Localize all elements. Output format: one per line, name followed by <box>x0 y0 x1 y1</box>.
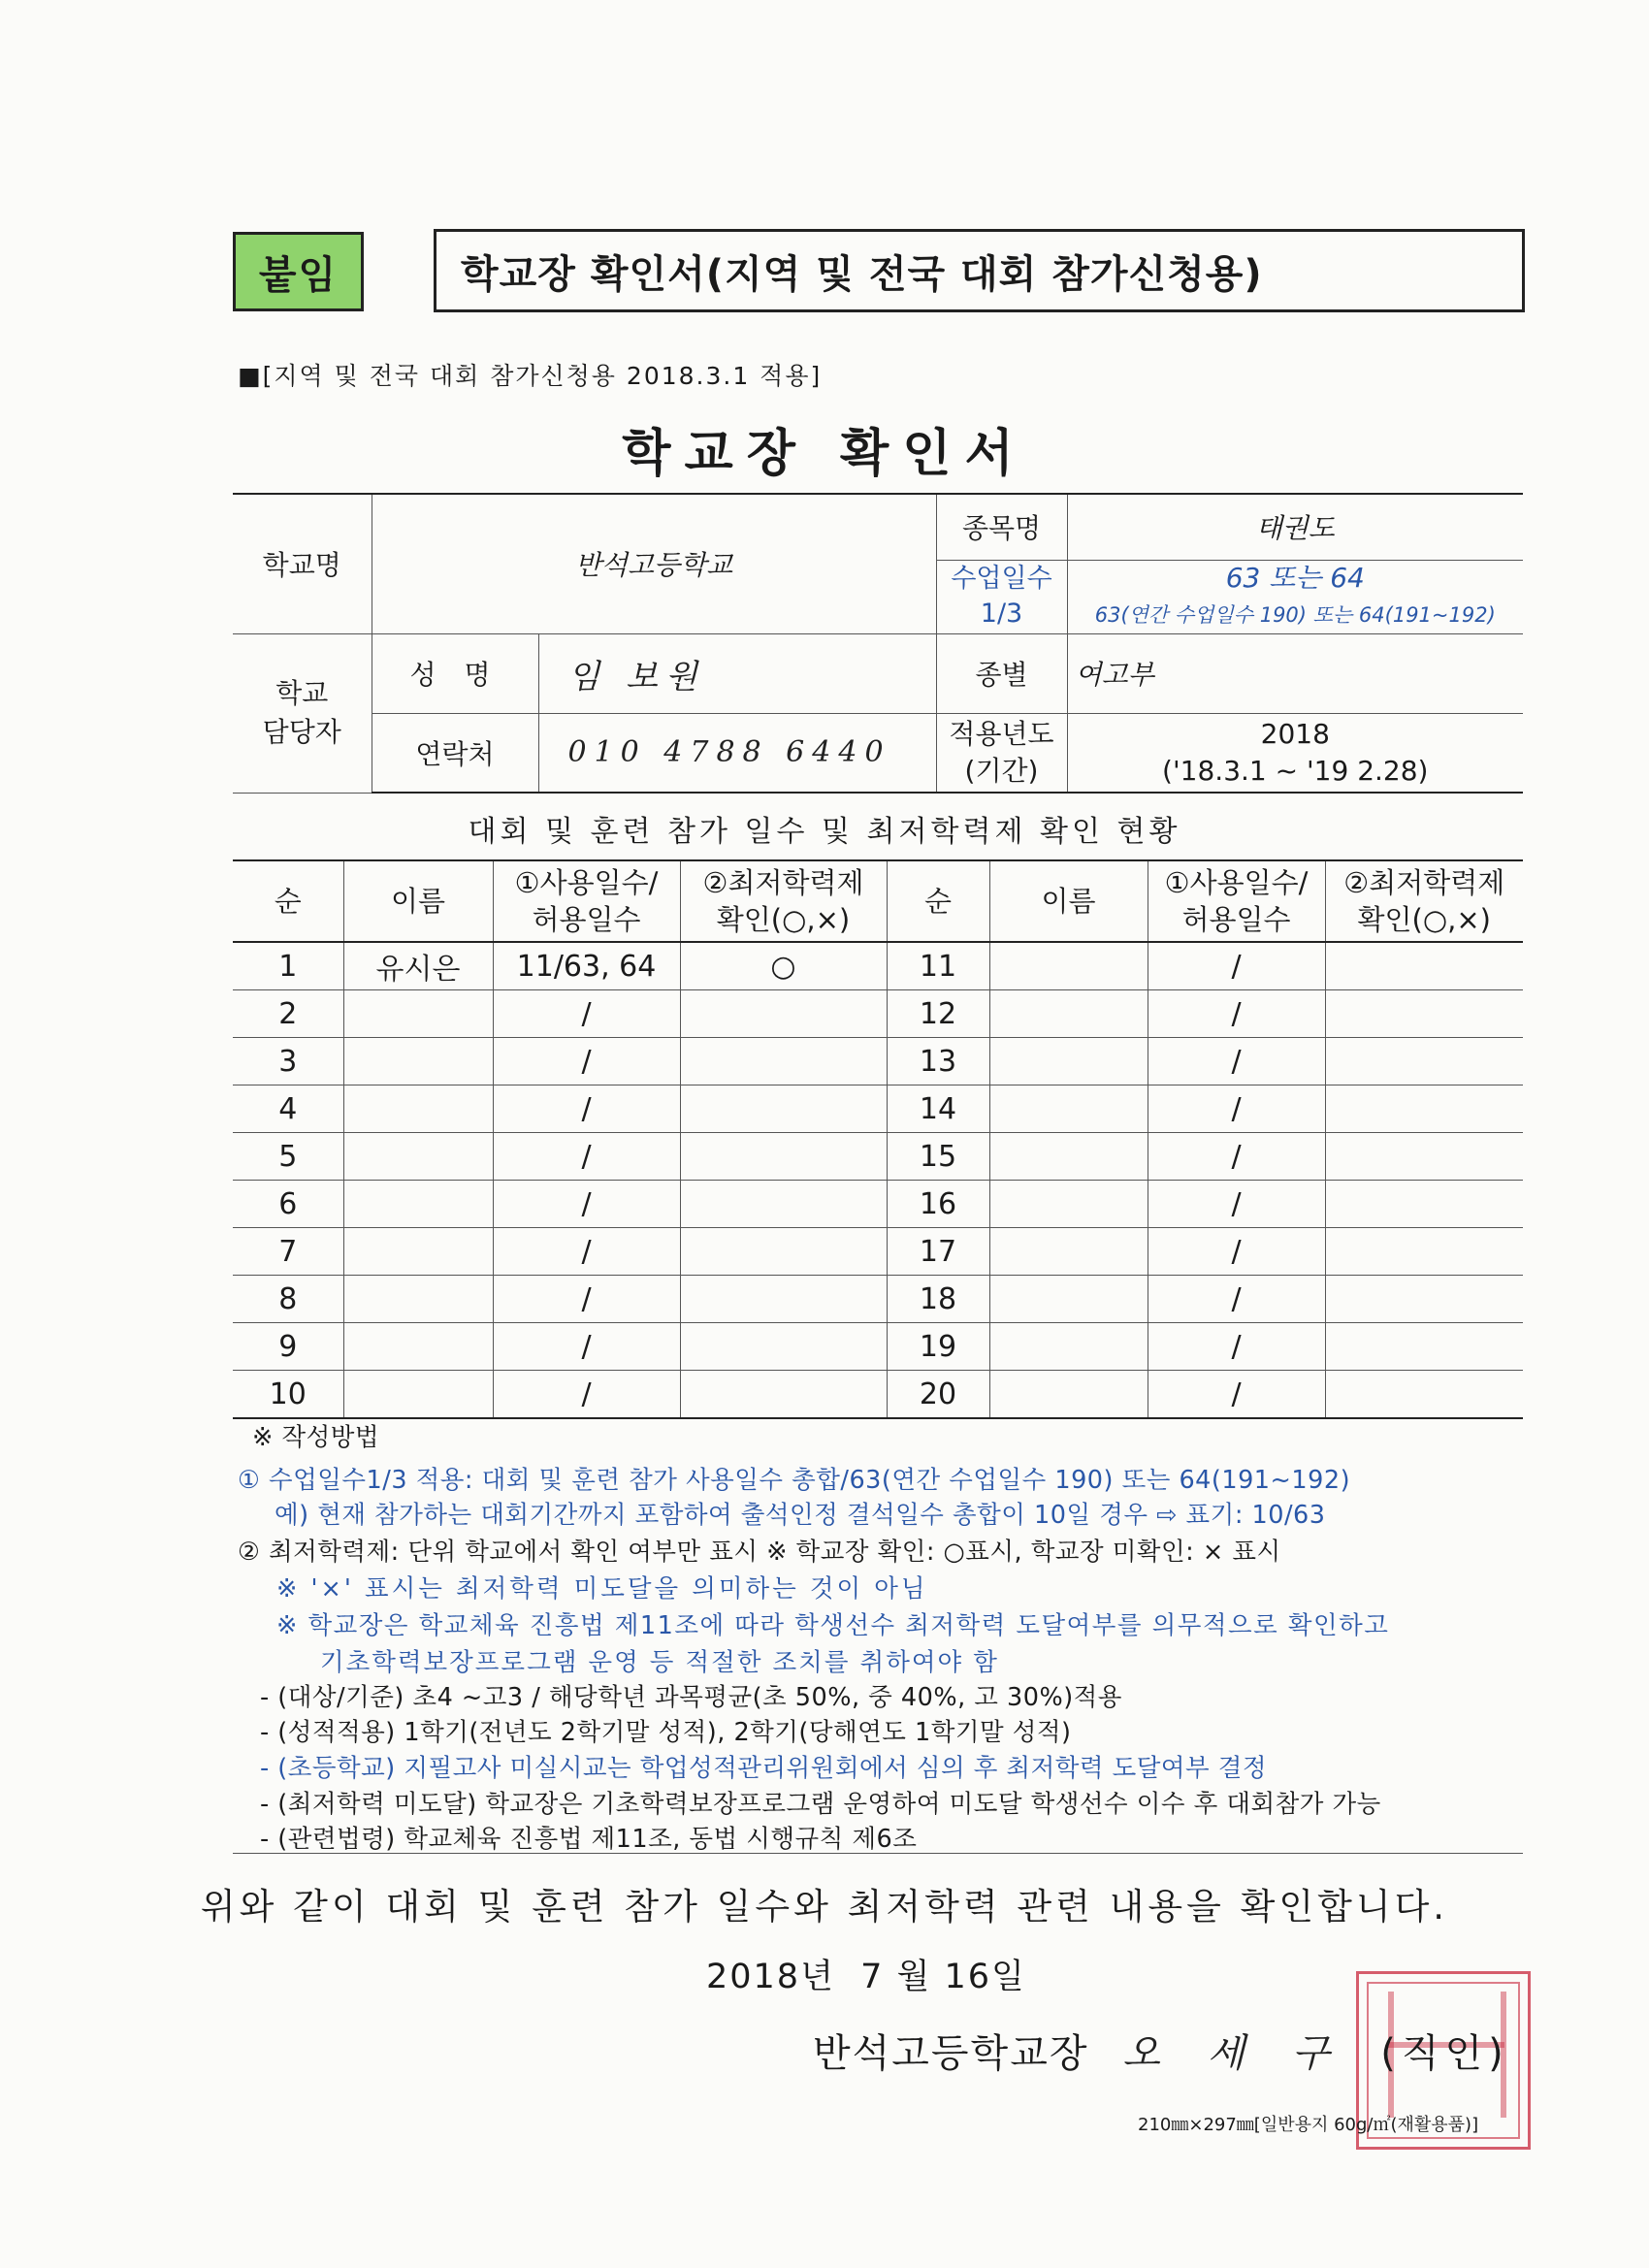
row-number: 1 <box>233 942 343 990</box>
academic-check <box>1325 990 1523 1038</box>
row-number: 4 <box>233 1085 343 1133</box>
days-used: / <box>1148 1276 1325 1323</box>
notes-heading: ※ 작성방법 <box>252 1423 380 1452</box>
detail-3: - (초등학교) 지필고사 미실시교는 학업성적관리위원회에서 심의 후 최저학력 도달여부 결정 <box>260 1754 1267 1783</box>
academic-check: ○ <box>680 942 887 990</box>
table-row <box>233 1181 1523 1228</box>
academic-check <box>1325 1085 1523 1133</box>
division-value: 여고부 <box>1067 633 1523 713</box>
principal-signature-line <box>813 2023 1509 2078</box>
student-name <box>343 1228 493 1276</box>
days-used: / <box>1148 1085 1325 1133</box>
school-name-label: 학교명 <box>233 494 372 633</box>
row-number: 3 <box>233 1038 343 1085</box>
student-name <box>343 1371 493 1419</box>
row-number: 2 <box>233 990 343 1038</box>
academic-check <box>1325 1228 1523 1276</box>
student-name <box>343 1133 493 1181</box>
table-row <box>233 1133 1523 1181</box>
class-days-value: 63 또는 64 63(연간 수업일수 190) 또는 64(191~192) <box>1067 560 1523 633</box>
student-name <box>343 1181 493 1228</box>
student-name <box>989 1085 1148 1133</box>
note-2-b: ※ 학교장은 학교체육 진흥법 제11조에 따라 학생선수 최저학력 도달여부를 의무적으로 확인하고 <box>276 1611 1390 1640</box>
days-used: / <box>1148 942 1325 990</box>
scope-note: ■[지역 및 전국 대회 참가신청용 2018.3.1 적용] <box>238 362 823 390</box>
days-used: / <box>1148 1228 1325 1276</box>
student-name <box>989 1276 1148 1323</box>
table-row <box>233 1228 1523 1276</box>
days-used: / <box>1148 990 1325 1038</box>
row-number: 6 <box>233 1181 343 1228</box>
note-1-example: 예) 현재 참가하는 대회기간까지 포함하여 출석인정 결석일수 총합이 10일 경우 ⇨ 표기: 10/63 <box>275 1501 1326 1530</box>
row-number: 7 <box>233 1228 343 1276</box>
class-days-label: 수업일수 1/3 <box>936 560 1067 633</box>
student-name <box>989 990 1148 1038</box>
academic-check <box>1325 1133 1523 1181</box>
row-number: 9 <box>233 1323 343 1371</box>
division-label: 종별 <box>936 633 1067 713</box>
days-used: / <box>493 990 680 1038</box>
days-used: / <box>1148 1181 1325 1228</box>
seal-label: (직인) <box>1380 2031 1509 2076</box>
academic-check <box>1325 1038 1523 1085</box>
table-row <box>233 942 1523 990</box>
days-used: / <box>1148 1323 1325 1371</box>
student-name <box>343 1085 493 1133</box>
days-used: / <box>493 1181 680 1228</box>
note-2: ② 최저학력제: 단위 학교에서 확인 여부만 표시 ※ 학교장 확인: ○표시, 학교장 미확인: × 표시 <box>238 1538 1281 1567</box>
row-number: 17 <box>887 1228 989 1276</box>
col-header-check: ②최저학력제 확인(○,×) <box>680 860 887 942</box>
col-header-name: 이름 <box>989 860 1148 942</box>
event-label: 종목명 <box>936 494 1067 560</box>
academic-check <box>680 1228 887 1276</box>
name-value: 임 보원 <box>538 633 936 713</box>
days-used: / <box>493 1323 680 1371</box>
participation-table <box>233 859 1523 1419</box>
academic-check <box>680 1181 887 1228</box>
academic-check <box>680 1038 887 1085</box>
student-name <box>343 990 493 1038</box>
event-value: 태권도 <box>1067 494 1523 560</box>
student-name <box>989 942 1148 990</box>
days-used: / <box>493 1133 680 1181</box>
academic-check <box>1325 1323 1523 1371</box>
year-value: 2018 ('18.3.1 ~ '19 2.28) <box>1067 713 1523 793</box>
form-title-box: 학교장 확인서(지역 및 전국 대회 참가신청용) <box>434 229 1525 312</box>
principal-title: 반석고등학교장 <box>813 2031 1089 2076</box>
document-title: 학교장 확인서 <box>622 425 1027 483</box>
academic-check <box>680 1323 887 1371</box>
table-row <box>233 1371 1523 1419</box>
row-number: 19 <box>887 1323 989 1371</box>
academic-check <box>1325 1371 1523 1419</box>
row-number: 5 <box>233 1133 343 1181</box>
table-header-row <box>233 860 1523 942</box>
confirmation-text: 위와 같이 대회 및 훈련 참가 일수와 최저학력 관련 내용을 확인합니다. <box>200 1886 1449 1928</box>
table-row <box>233 1038 1523 1085</box>
student-name <box>989 1181 1148 1228</box>
row-number: 11 <box>887 942 989 990</box>
year-label: 적용년도 (기간) <box>936 713 1067 793</box>
school-info-table <box>233 493 1523 794</box>
detail-5: - (관련법령) 학교체육 진흥법 제11조, 동법 시행규칙 제6조 <box>260 1825 918 1854</box>
phone-value: 010 4788 6440 <box>538 713 936 793</box>
name-label: 성 명 <box>372 633 538 713</box>
days-used: 11/63, 64 <box>493 942 680 990</box>
academic-check <box>680 990 887 1038</box>
academic-check <box>680 1085 887 1133</box>
days-used: / <box>1148 1133 1325 1181</box>
days-used: / <box>1148 1038 1325 1085</box>
student-name <box>989 1371 1148 1419</box>
days-used: / <box>493 1276 680 1323</box>
row-number: 16 <box>887 1181 989 1228</box>
academic-check <box>680 1276 887 1323</box>
principal-signature: 오 세 구 <box>1122 2031 1347 2076</box>
note-2-a: ※ '×' 표시는 최저학력 미도달을 의미하는 것이 아님 <box>276 1574 928 1604</box>
academic-check <box>680 1371 887 1419</box>
col-header-no: 순 <box>233 860 343 942</box>
col-header-no: 순 <box>887 860 989 942</box>
row-number: 8 <box>233 1276 343 1323</box>
row-number: 10 <box>233 1371 343 1419</box>
paper-spec: 210㎜×297㎜[일반용지 60g/㎡(재활용품)] <box>1138 2115 1479 2135</box>
col-header-check: ②최저학력제 확인(○,×) <box>1325 860 1523 942</box>
date-line: 2018년 7 월 16일 <box>706 1958 1026 1996</box>
attachment-label: 붙임 <box>233 232 364 311</box>
detail-4: - (최저학력 미도달) 학교장은 기초학력보장프로그램 운영하여 미도달 학생선수 이수 후 대회참가 가능 <box>260 1790 1381 1819</box>
student-name <box>989 1323 1148 1371</box>
student-name <box>343 1323 493 1371</box>
academic-check <box>1325 942 1523 990</box>
school-name-value: 반석고등학교 <box>372 494 936 633</box>
days-used: / <box>493 1371 680 1419</box>
table-row <box>233 1276 1523 1323</box>
note-2-c: 기초학력보장프로그램 운영 등 적절한 조치를 취하여야 함 <box>320 1648 999 1677</box>
academic-check <box>680 1133 887 1181</box>
days-used: / <box>493 1228 680 1276</box>
days-used: / <box>493 1085 680 1133</box>
student-name <box>989 1228 1148 1276</box>
contact-person-label: 학교 담당자 <box>233 633 372 793</box>
row-number: 12 <box>887 990 989 1038</box>
row-number: 15 <box>887 1133 989 1181</box>
row-number: 14 <box>887 1085 989 1133</box>
student-name: 유시은 <box>343 942 493 990</box>
col-header-days: ①사용일수/ 허용일수 <box>493 860 680 942</box>
days-used: / <box>1148 1371 1325 1419</box>
academic-check <box>1325 1276 1523 1323</box>
row-number: 20 <box>887 1371 989 1419</box>
detail-2: - (성적적용) 1학기(전년도 2학기말 성적), 2학기(당해연도 1학기말 성적) <box>260 1718 1072 1747</box>
table-row <box>233 1085 1523 1133</box>
row-number: 13 <box>887 1038 989 1085</box>
phone-label: 연락처 <box>372 713 538 793</box>
divider <box>233 1853 1523 1854</box>
student-name <box>989 1038 1148 1085</box>
section-heading: 대회 및 훈련 참가 일수 및 최저학력제 확인 현황 <box>468 815 1181 849</box>
col-header-name: 이름 <box>343 860 493 942</box>
days-used: / <box>493 1038 680 1085</box>
table-row <box>233 990 1523 1038</box>
col-header-days: ①사용일수/ 허용일수 <box>1148 860 1325 942</box>
student-name <box>343 1276 493 1323</box>
note-1: ① 수업일수1/3 적용: 대회 및 훈련 참가 사용일수 총합/63(연간 수업일수 190) 또는 64(191~192) <box>238 1466 1351 1495</box>
student-name <box>989 1133 1148 1181</box>
row-number: 18 <box>887 1276 989 1323</box>
student-name <box>343 1038 493 1085</box>
academic-check <box>1325 1181 1523 1228</box>
detail-1: - (대상/기준) 초4 ~고3 / 해당학년 과목평균(초 50%, 중 40%, 고 30%)적용 <box>260 1683 1122 1712</box>
table-row <box>233 1323 1523 1371</box>
